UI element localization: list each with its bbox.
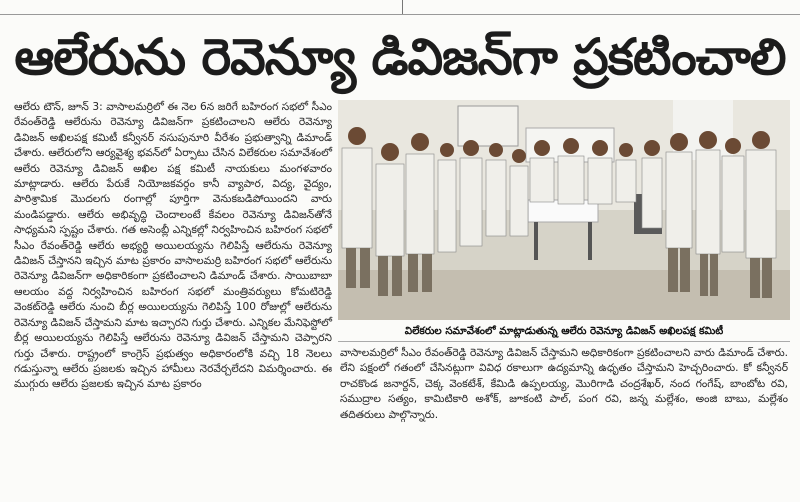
previous-section-strip bbox=[0, 0, 800, 15]
article-body-paragraph: ఆలేరు టౌన్, జూన్ 3: వాసాలమర్రిలో ఈ నెల 6న జరిగే బహిరంగ సభలో సీఎం రేవంత్‌రెడ్డి ఆలేరును రెవెన్యూ డివిజన్‌గా ప్రకటించాలని ఆలేరు రెవెన్యూ డివిజన్ అఖిలపక్ష కమిటీ కన్వీనర్ నసుపునూరి వీరేశం ప్రభుత్వాన్ని డిమాండ్ చేశారు. ఆలేరులోని ఆర్యవైశ్య భవన్‌లో ఏర్పాటు చేసిన విలేకరుల సమావేశంలో ఆలేరు రెవెన్యూ డివిజన్ అఖిల పక్ష కమిటీ నాయకులు మంగళవారం మాట్లాడారు. ఆలేరు పేరుకే నియోజకవర్గం కానీ వ్యాపార, విద్య, వైద్యం, పారిశ్రామిక మొదలగు రంగాల్లో పూర్తిగా వెనుకబడిపోయిందని వారు మండిపడ్డారు. ఆలేరు అభివృద్ధి చెందాలంటే కేవలం రెవెన్యూ డివిజన్‌తోనే సాధ్యమని స్పష్టం చేశారు. గత అసెంబ్లీ ఎన్నికల్లో నిర్వహించిన బహిరంగ సభలో సీఎం రేవంత్‌రెడ్డి ఆలేరు అభ్యర్థి అయిలయ్యను గెలిపిస్తే ఆలేరును రెవెన్యూ డివిజన్ చేస్తానని ఇచ్చిన మాట ప్రకారం వాసాలమర్రి బహిరంగ సభలో ఆలేరును రెవెన్యూ డివిజన్‌గా అధికారికంగా ప్రకటించాలని డిమాండ్ చేశారు. సాయిబాబా ఆలయం వద్ద నిర్వహించిన బహిరంగ సభలో మంత్రివర్యులు కోమటిరెడ్డి వెంకట్‌రెడ్డి ఆలేరు నుంచి బీర్ల అయిలయ్యను గెలిపిస్తే 100 రోజుల్లో ఆలేరును రెవెన్యూ డివిజన్ చేస్తామని మాట ఇచ్చారని గుర్తు చేశారు. ఎన్నికల మేనిఫెస్టోలో బీర్ల అయిలయ్యను గెలిపిస్తే ఆలేరును రెవెన్యూ డివిజన్ చేస్తామని చెప్పారని గుర్తు చేశారు. రాష్ట్రంలో కాంగ్రెస్ ప్రభుత్వం అధికారంలోకి వచ్చి 18 నెలలు గడుస్తున్నా ఆలేరు ప్రజలకు ఇచ్చిన హామీలు నెరవేర్చలేదని విమర్శించారు. ఈ ముగ్గురు ఆలేరు ప్రజలకు ఇచ్చిన మాట ప్రకారం bbox=[14, 101, 332, 391]
press-meet-photo bbox=[338, 100, 790, 320]
photo-caption: విలేకరుల సమావేశంలో మాట్లాడుతున్న ఆలేరు రెవెన్యూ డివిజన్ అఖిలపక్ష కమిటీ bbox=[338, 321, 790, 342]
article-body-right bbox=[340, 346, 788, 423]
article-body-paragraph: వాసాలమర్రిలో సీఎం రేవంత్‌రెడ్డి రెవెన్యూ డివిజన్ చేస్తామని అధికారికంగా ప్రకటించాలని వారు డిమాండ్ చేశారు. లేని పక్షంలో గతంలో చేసినట్లుగా వివిధ రకాలుగా ఉద్యమాన్ని ఉధృతం చేస్తామని హెచ్చరించారు. కో కన్వీనర్ రాచకొండ జనార్దన్, చెక్క వెంకటేశ్, కేమిడి ఉప్పలయ్య, మొరిగాడి చంద్రశేఖర్, నంద గంగేష్, బాంబోట రవి, సముద్రాల సత్యం, కామిటికారి అశోక్, జూకంటి పాల్, పంగ రవి, జన్న మల్లేశం, అంజి బాబు, మల్లేశం తదితరులు పాల్గొన్నారు. bbox=[340, 347, 788, 421]
article-body-left bbox=[14, 100, 332, 393]
article-headline: ఆలేరును రెవెన్యూ డివిజన్‌గా ప్రకటించాలి bbox=[14, 28, 786, 86]
column-divider bbox=[402, 0, 403, 14]
